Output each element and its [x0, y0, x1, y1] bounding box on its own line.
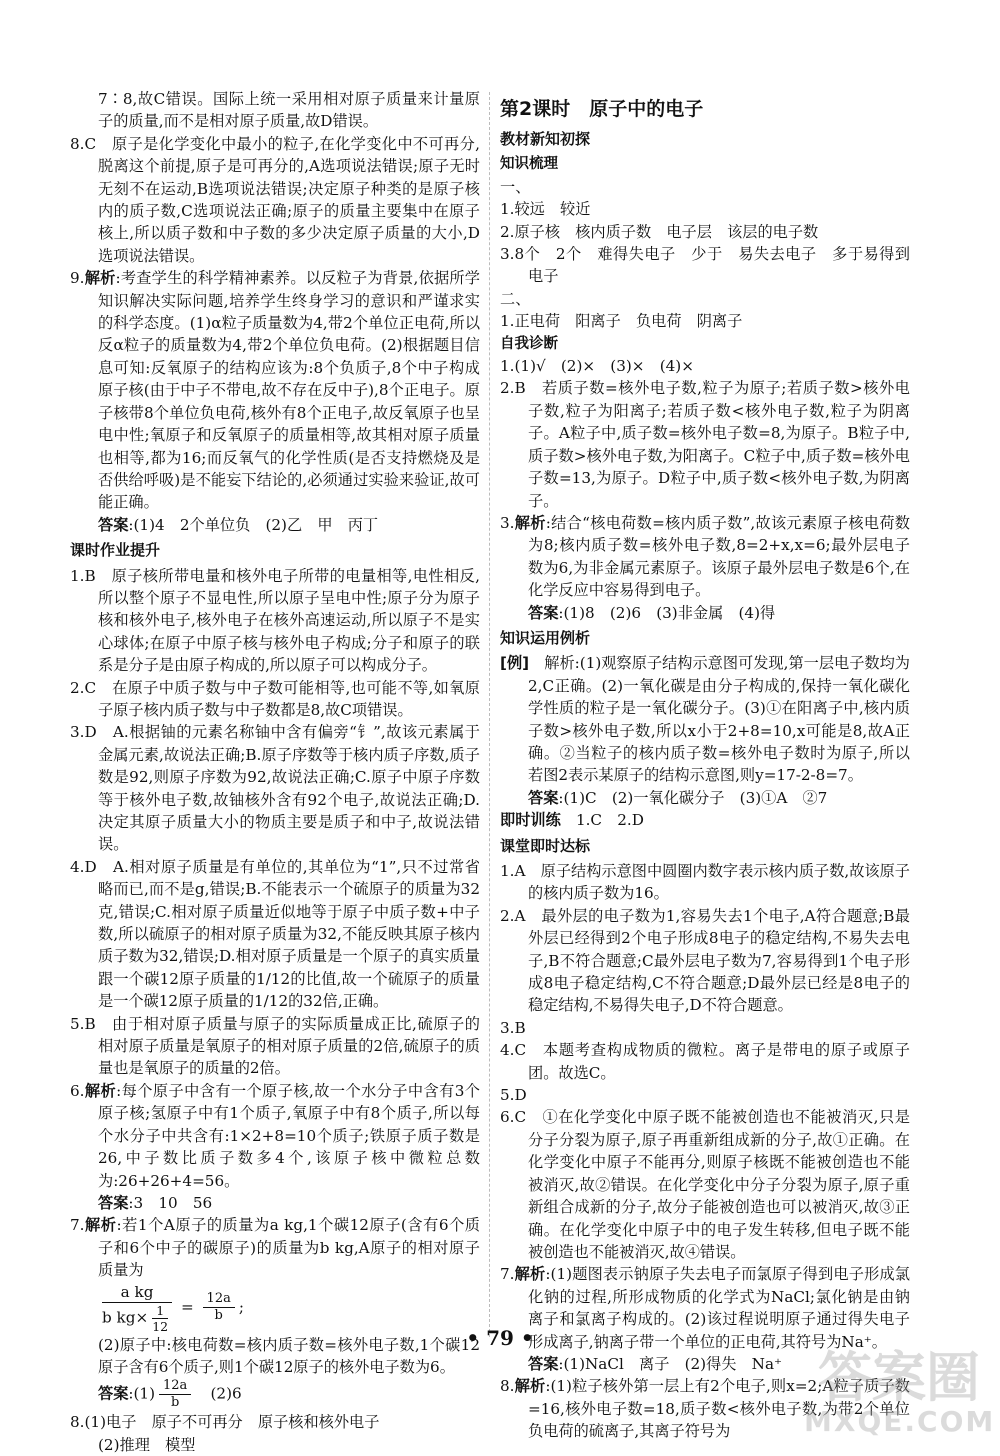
answer-text: :(1)4 2个单位负 (2)乙 甲 丙丁 [128, 515, 379, 534]
answer-continued-text: 7∶8,故C错误。国际上统一采用相对原子质量来计量原子的质量,而不是相对原子质量,故D错误。 [98, 90, 480, 131]
left-column [70, 88, 480, 1456]
section-heading-homework: 课时作业提升 [70, 541, 161, 560]
review-item-4: 1.正电荷 阳离子 负电荷 阴离子 [500, 312, 743, 331]
answer-label: 答案 [98, 515, 129, 534]
answer-numerator: 12a [159, 1378, 191, 1395]
answer-label: 答案 [98, 1384, 129, 1403]
fraction-denominator [102, 1303, 172, 1334]
mass-ratio-fraction [102, 1282, 172, 1334]
instant-training-label: 即时训练 [500, 811, 561, 830]
answer-item-8: 8.C 原子是化学变化中最小的粒子,在化学变化中不可再分,脱离这个前提,原子是可再分的,A选项说法错误;原子无时无刻不在运动,B选项说法错误;决定原子种类的是原子核内的质子数,C选项说法正确;原子的质量主要集中在原子核上,所以质子数和中子数的多少决定原子质量的大小,D选项说法错误。 [70, 134, 480, 265]
part-two-marker: 二、 [500, 289, 531, 308]
item-number: 6. [70, 1081, 85, 1100]
one-twelfth-fraction [152, 1303, 168, 1334]
answer-fraction [159, 1378, 191, 1411]
item-number: 7. [500, 1265, 515, 1284]
item-number: 9. [70, 269, 85, 288]
answer-label: 答案 [528, 1354, 559, 1373]
answer-denominator: b [171, 1395, 180, 1411]
answer-line [500, 602, 910, 624]
answer-text: :(1)8 (2)6 (3)非金属 (4)得 [558, 603, 776, 622]
diagnosis-item-1: 1.(1)√ (2)× (3)× (4)× [500, 357, 694, 376]
classroom-item-1: 1.A 原子结构示意图中圆圈内数字表示核内质子数,故该原子的核内质子数为16。 [500, 862, 910, 903]
answer-label: 答案 [528, 603, 559, 622]
homework-item-3: 3.D A.根据铀的元素名称铀中含有偏旁“钅”,故该元素属于金属元素,故说法正确;B.原子序数等于核内质子序数,质子数是92,则原子序数为92,故说法正确;C.原子中原子序数等于核外电子数,故铀核外含有92个电子,故说法正确;D.决定其原子质量大小的物质主要是质子和中子,故说法错误。 [70, 723, 480, 854]
example-label: [例] [500, 654, 530, 673]
homework-item-2: 2.C 在原子中质子数与中子数可能相等,也可能不等,如氧原子原子核内质子数与中子数都是8,故C项错误。 [70, 678, 480, 719]
watermark-logo [804, 1346, 996, 1442]
relative-mass-formula [70, 1282, 480, 1334]
diagnosis-item-2: 2.B 若质子数=核外电子数,粒子为原子;若质子数>核外电子数,粒子为阳离子;若质子数<核外电子数,粒子为阴离子。A粒子中,质子数=核外电子数=8,为原子。B粒子中,质子数>核外电子数,为阳离子。C粒子中,质子数=核外电子数=13,为原子。D粒子中,质子数<核外电子数,为阴离子。 [500, 379, 910, 510]
example-text: 解析:(1)观察原子结构示意图可发现,第一层电子数均为2,C正确。(2)一氧化碳是由分子构成的,保持一氧化碳化学性质的粒子是一氧化碳分子。(3)①在阳离子中,核内质子数>核外电子数,所以x小于2+8=10,x可能是8,故A正确。②当粒子的核内质子数=核外电子数时为原子,所以若图2表示某原子的结构示意图,则y=17-2-8=7。 [528, 654, 910, 785]
review-item-1: 1.较远 较近 [500, 200, 591, 219]
analysis-label: 解析 [84, 1081, 117, 1100]
equals-sign: = [180, 1297, 194, 1316]
analysis-text: :每个原子中含有一个原子核,故一个水分子中含有3个原子核;氢原子中有1个质子,氧原子中有8个质子,所以每个水分子中共含有:1×2+8=10个质子;铁原子质子数是26,中子数比质子数多4个,该原子核中微粒总数为:26+26+4=56。 [98, 1081, 480, 1190]
inner-numerator: 1 [152, 1303, 168, 1319]
analysis-label: 解析 [514, 513, 546, 532]
analysis-part-2: (2)原子中:核电荷数=核内质子数=核外电子数,1个碳12原子含有6个质子,则1个碳12原子的核外电子数为6。 [98, 1335, 480, 1376]
answer-text: :(1)NaCl 离子 (2)得失 Na⁺ [558, 1354, 783, 1373]
answer-label: 答案 [98, 1193, 129, 1212]
answer-text: :3 10 56 [128, 1193, 213, 1212]
classroom-item-2: 2.A 最外层的电子数为1,容易失去1个电子,A符合题意;B最外层已经得到2个电子形成8电子的稳定结构,不易失去电子,B不符合题意;C最外层电子数为7,容易得到1个电子形成8电子稳定结构,C不符合题意;D最外层已经是8电子的稳定结构,不易得失电子,D不符合题意。 [500, 906, 910, 1015]
item-number: 3. [500, 513, 515, 532]
answer-line [70, 514, 480, 536]
answer-text-end: (2)6 [195, 1384, 242, 1403]
classroom-item-4: 4.C 本题考查构成物质的微粒。离子是带电的原子或原子团。故选C。 [500, 1041, 910, 1082]
homework-item-8-part-2: (2)推理 模型 [98, 1435, 196, 1454]
homework-item-4: 4.D A.相对原子质量是有单位的,其单位为“1”,只不过常省略而已,而不是g,错误;B.不能表示一个硫原子的质量为32克,错误;C.相对原子质量近似地等于原子中质子数+中子数,所以硫原子的相对原子质量为32,不能反映其原子核内质子数为32,错误;D.相对原子质量是一个原子的真实质量跟一个碳12原子质量的1/12的比值,故一个硫原子的质量是一个碳12原子质量的1/12的32倍,正确。 [70, 857, 480, 1011]
answer-text: :(1)C (2)一氧化碳分子 (3)①A ②7 [558, 788, 828, 807]
answer-item-9 [70, 267, 480, 513]
homework-item-7 [70, 1214, 480, 1281]
subheading-knowledge-review: 知识梳理 [500, 156, 558, 173]
subheading-self-diagnosis: 自我诊断 [500, 335, 558, 352]
analysis-text: :若1个A原子的质量为a kg,1个碳12原子(含有6个质子和6个中子的碳原子)的质量为b kg,A原子的相对原子质量为 [98, 1216, 480, 1280]
analysis-label: 解析 [84, 1216, 117, 1235]
answer-text: :(1) [128, 1384, 156, 1403]
page-number: • 79 • [466, 1326, 534, 1350]
analysis-label: 解析 [514, 1377, 546, 1396]
fraction-numerator: a kg [102, 1282, 172, 1303]
watermark-url: MXQE.COM [804, 1405, 996, 1438]
answer-line [500, 787, 910, 809]
analysis-text: :结合“核电荷数=核内质子数”,故该元素原子核电荷数为8;核内质子数=核外电子数,8=2+x,x=6;最外层电子数为6,为非金属元素原子。该原子最外层电子数是6个,在化学反应中容易得到电子。 [528, 513, 910, 600]
instant-training [500, 809, 910, 831]
result-fraction [203, 1291, 235, 1324]
review-item-2: 2.原子核 核内质子数 电子层 该层的电子数 [500, 222, 819, 241]
right-column [500, 88, 910, 1443]
review-item-3: 3.8个 2个 难得失电子 少于 易失去电子 多于易得到电子 [500, 245, 910, 286]
classroom-item-7 [500, 1263, 910, 1353]
diagnosis-item-3 [500, 512, 910, 602]
section-heading-example: 知识运用例析 [500, 628, 591, 647]
analysis-text: :考查学生的科学精神素养。以反粒子为背景,依据所学知识解决实际问题,培养学生终身学习的意识和严谨求实的科学态度。(1)α粒子质量数为4,带2个单位正电荷,所以反α粒子的质量数为4,带2个单位负电荷。(2)根据题目信息可知:反氧原子的结构应该为:8个负质子,8个中子构成原子核(由于中子不带电,故不存在反中子),8个正电子。原子核带8个单位负电荷,核外有8个正电子,故反氧原子也呈电中性;氧原子和反氧原子的质量相等,故其相对原子质量也相等,都为16;而反氧气的化学性质(是否支持燃烧及是否供给呼吸)是不能妄下结论的,必须通过实验来验证,故可能正确。 [98, 269, 480, 512]
instant-training-answers: 1.C 2.D [560, 811, 644, 830]
result-numerator: 12a [203, 1291, 235, 1308]
answer-line [70, 1378, 480, 1411]
answer-label: 答案 [528, 788, 559, 807]
result-denominator: b [214, 1308, 223, 1324]
homework-item-5: 5.B 由于相对原子质量与原子的实际质量成正比,硫原子的相对原子质量是氧原子的相对原子质量的2倍,硫原子的质量也是氧原子的质量的2倍。 [70, 1014, 480, 1078]
part-one-marker: 一、 [500, 177, 531, 196]
classroom-item-6: 6.C ①在化学变化中原子既不能被创造也不能被消灭,只是分子分裂为原子,原子再重新组成新的分子,故①正确。在化学变化中原子不能再分,则原子核既不能被创造也不能被消灭,故②错误。在化学变化中分子分裂为原子,原子重新组合成新的分子,故分子能被创造也可以被消灭,故③正确。在化学变化中原子中的电子发生转移,但电子既不能被创造也不能被消灭,故④错误。 [500, 1108, 910, 1261]
item-number: 8. [500, 1377, 515, 1396]
analysis-label: 解析 [84, 269, 116, 288]
classroom-item-3: 3.B [500, 1018, 526, 1037]
column-divider [489, 92, 490, 1337]
homework-item-8: 8.(1)电子 原子不可再分 原子核和核外电子 [70, 1413, 380, 1432]
classroom-item-5: 5.D [500, 1086, 527, 1105]
item-number: 7. [70, 1216, 85, 1235]
inner-denominator: 12 [152, 1318, 169, 1334]
watermark-title: 答案圈 [818, 1346, 980, 1409]
denominator-text: b kg× [102, 1308, 149, 1327]
lesson-title: 第2课时 原子中的电子 [500, 98, 704, 120]
example-item [500, 652, 910, 786]
answer-line [70, 1192, 480, 1214]
homework-item-1: 1.B 原子核所带电量和核外电子所带的电量相等,电性相反,所以整个原子不显电性,所以原子呈电中性;原子分为原子核和核外电子,核外电子在核外高速运动,所以原子不是实心球体;在原子中原子核与核外电子构成;分子和原子的联系是分子是由原子构成的,所以原子可以构成分子。 [70, 566, 480, 675]
formula-end: ; [238, 1297, 244, 1316]
section-heading-new-knowledge: 教材新知初探 [500, 130, 591, 148]
analysis-text: :(1)题图表示钠原子失去电子而氯原子得到电子形成氯化钠的过程,所形成物质的化学式为NaCl;氯化钠是由钠离子和氯离子构成的。(2)该过程说明原子通过得失电子形成离子,钠离子带一个单位的正电荷,其符号为Na⁺。 [528, 1265, 910, 1351]
analysis-label: 解析 [514, 1265, 546, 1284]
analysis-text: :(1)粒子核外第一层上有2个电子,则x=2;A粒子质子数=16,核外电子数=18,质子数<核外电子数,为带2个单位负电荷的硫离子,其离子符号为 [528, 1377, 910, 1441]
section-heading-classroom: 课堂即时达标 [500, 836, 591, 855]
homework-item-6 [70, 1080, 480, 1192]
